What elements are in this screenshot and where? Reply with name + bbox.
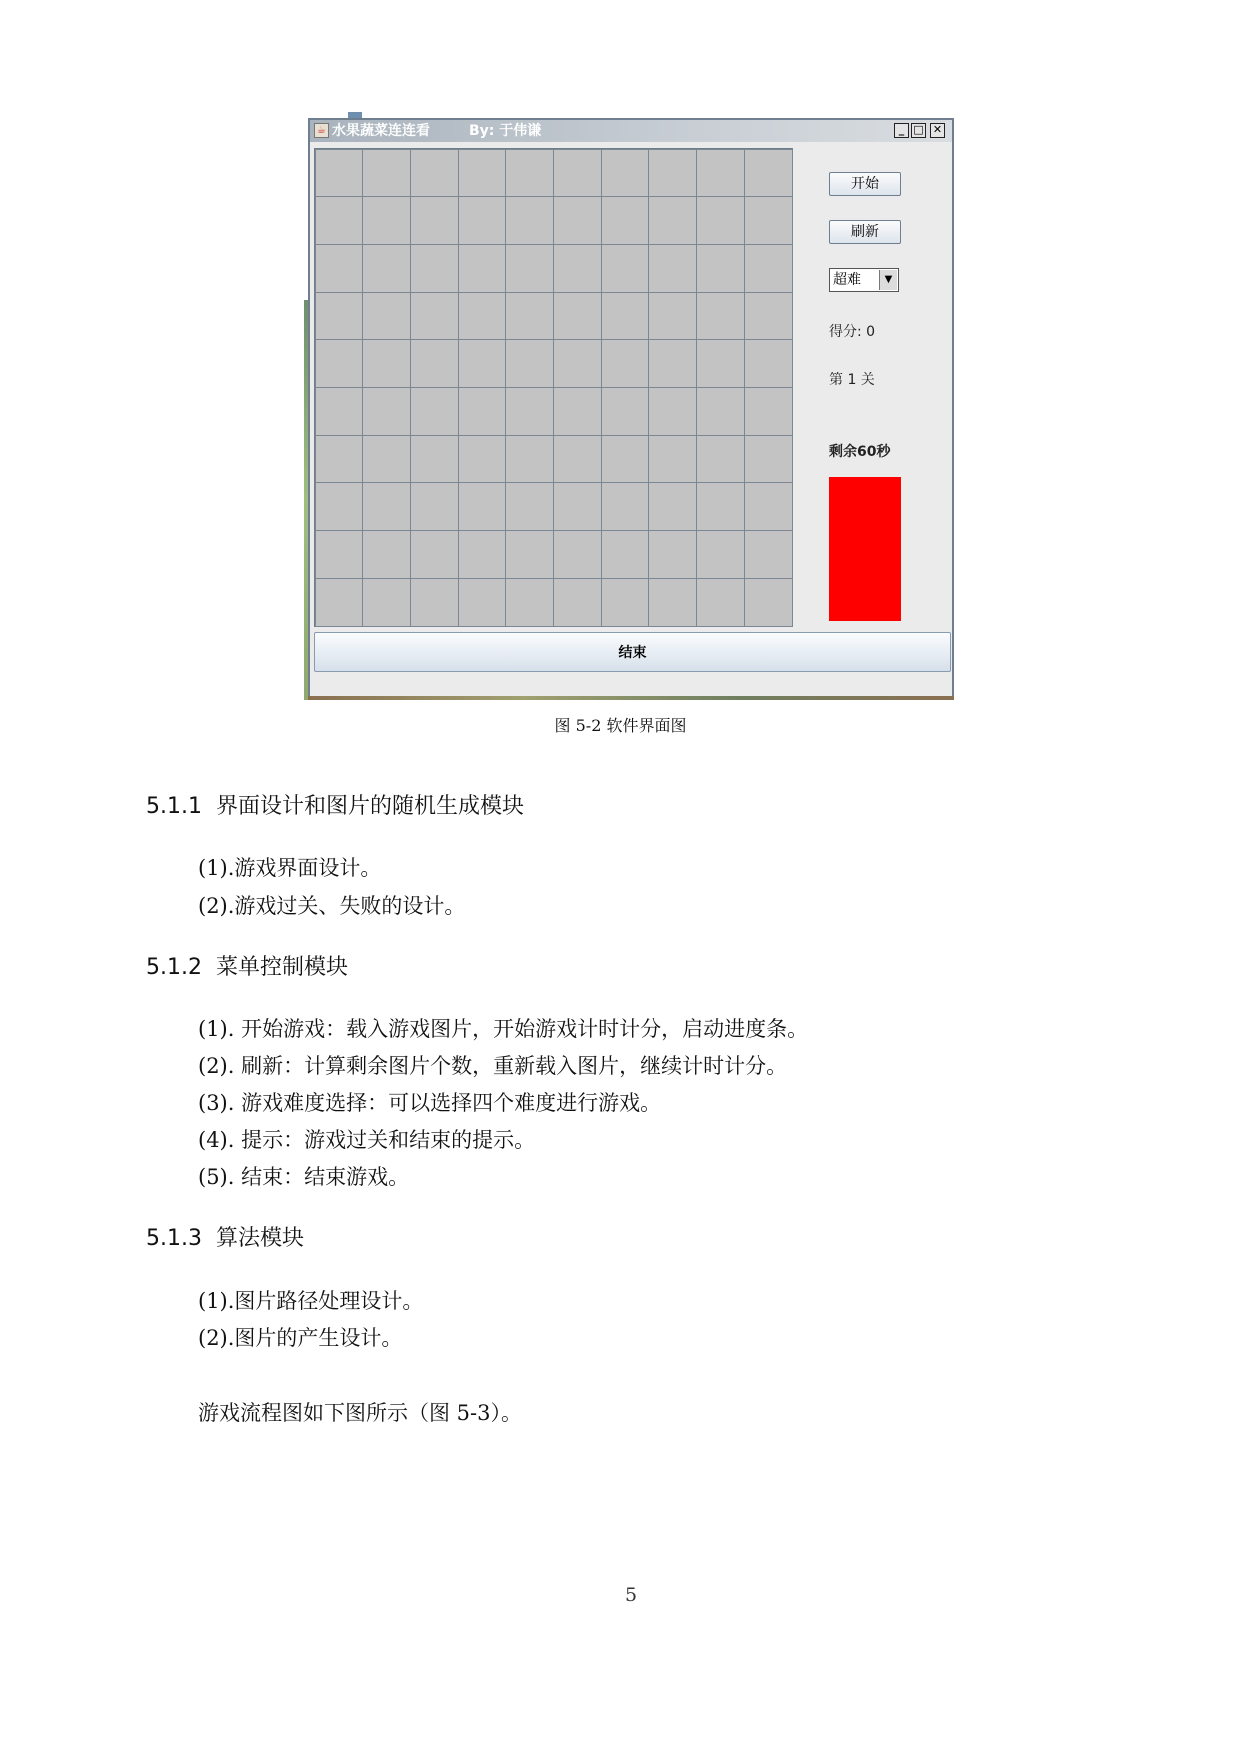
grid-tile[interactable]: [553, 482, 602, 531]
section-heading: 5.1.1 界面设计和图片的随机生成模块: [146, 794, 524, 819]
grid-tile[interactable]: [410, 578, 459, 627]
window-bottom-edge: [308, 696, 954, 700]
grid-tile[interactable]: [696, 530, 745, 579]
grid-tile[interactable]: [505, 196, 554, 245]
list-item: (5). 结束：结束游戏。: [198, 1165, 410, 1189]
grid-tile[interactable]: [315, 435, 364, 484]
grid-tile[interactable]: [601, 530, 650, 579]
grid-tile[interactable]: [362, 578, 411, 627]
grid-tile[interactable]: [696, 149, 745, 198]
grid-tile[interactable]: [648, 149, 697, 198]
list-item: (4). 提示：游戏过关和结束的提示。: [198, 1128, 536, 1152]
grid-tile[interactable]: [410, 435, 459, 484]
java-cup-icon: ☕: [314, 123, 329, 138]
grid-tile[interactable]: [458, 482, 507, 531]
grid-tile[interactable]: [696, 482, 745, 531]
grid-tile[interactable]: [696, 292, 745, 341]
grid-tile[interactable]: [648, 196, 697, 245]
grid-tile[interactable]: [696, 339, 745, 388]
difficulty-select[interactable]: [829, 268, 899, 292]
score-label: 得分: 0: [829, 324, 876, 340]
grid-tile[interactable]: [696, 244, 745, 293]
grid-tile[interactable]: [458, 196, 507, 245]
grid-tile[interactable]: [601, 387, 650, 436]
grid-tile[interactable]: [696, 196, 745, 245]
level-label: 第 1 关: [829, 372, 875, 388]
grid-tile[interactable]: [696, 387, 745, 436]
grid-tile[interactable]: [744, 292, 793, 341]
grid-tile[interactable]: [744, 339, 793, 388]
grid-tile[interactable]: [601, 292, 650, 341]
grid-tile[interactable]: [744, 196, 793, 245]
grid-tile[interactable]: [601, 149, 650, 198]
grid-tile[interactable]: [505, 530, 554, 579]
grid-tile[interactable]: [315, 292, 364, 341]
grid-tile[interactable]: [744, 435, 793, 484]
grid-tile[interactable]: [362, 149, 411, 198]
grid-tile[interactable]: [744, 530, 793, 579]
grid-tile[interactable]: [315, 339, 364, 388]
grid-tile[interactable]: [696, 578, 745, 627]
grid-tile[interactable]: [458, 244, 507, 293]
grid-tile[interactable]: [505, 387, 554, 436]
grid-tile[interactable]: [362, 292, 411, 341]
time-progress-bar: [829, 477, 901, 621]
start-button[interactable]: 开始: [829, 172, 901, 196]
grid-tile[interactable]: [696, 435, 745, 484]
grid-tile[interactable]: [648, 530, 697, 579]
tile-grid: [314, 148, 793, 627]
window-title: 水果蔬菜连连看 By: 于伟谦: [332, 123, 542, 139]
grid-tile[interactable]: [315, 482, 364, 531]
section-heading: 5.1.3 算法模块: [146, 1226, 304, 1251]
grid-tile[interactable]: [601, 578, 650, 627]
grid-tile[interactable]: [744, 387, 793, 436]
list-item: (1).游戏界面设计。: [198, 856, 382, 880]
grid-tile[interactable]: [362, 244, 411, 293]
grid-tile[interactable]: [744, 149, 793, 198]
grid-tile[interactable]: [362, 530, 411, 579]
grid-tile[interactable]: [315, 530, 364, 579]
grid-tile[interactable]: [458, 435, 507, 484]
grid-tile[interactable]: [648, 435, 697, 484]
grid-tile[interactable]: [553, 578, 602, 627]
difficulty-selected-value: 超难: [833, 272, 861, 288]
grid-tile[interactable]: [458, 387, 507, 436]
closing-paragraph: 游戏流程图如下图所示（图 5-3）。: [198, 1401, 522, 1425]
maximize-button[interactable]: □: [911, 123, 926, 138]
grid-tile[interactable]: [410, 530, 459, 579]
grid-tile[interactable]: [410, 244, 459, 293]
grid-tile[interactable]: [553, 196, 602, 245]
grid-tile[interactable]: [315, 244, 364, 293]
end-button[interactable]: 结束: [314, 632, 951, 672]
grid-tile[interactable]: [505, 244, 554, 293]
grid-tile[interactable]: [744, 244, 793, 293]
grid-tile[interactable]: [553, 292, 602, 341]
list-item: (2).图片的产生设计。: [198, 1326, 403, 1350]
grid-tile[interactable]: [458, 339, 507, 388]
figure-caption: 图 5-2 软件界面图: [554, 716, 687, 735]
list-item: (1).图片路径处理设计。: [198, 1289, 424, 1313]
section-heading: 5.1.2 菜单控制模块: [146, 955, 348, 980]
grid-tile[interactable]: [362, 339, 411, 388]
grid-tile[interactable]: [601, 244, 650, 293]
list-item: (2).游戏过关、失败的设计。: [198, 894, 466, 918]
grid-tile[interactable]: [648, 482, 697, 531]
refresh-button[interactable]: 刷新: [829, 220, 901, 244]
grid-tile[interactable]: [553, 149, 602, 198]
grid-tile[interactable]: [553, 530, 602, 579]
grid-tile[interactable]: [458, 530, 507, 579]
grid-tile[interactable]: [362, 196, 411, 245]
grid-tile[interactable]: [505, 149, 554, 198]
window-titlebar[interactable]: [310, 120, 952, 142]
grid-tile[interactable]: [744, 578, 793, 627]
time-remaining-label: 剩余60秒: [829, 444, 891, 460]
grid-tile[interactable]: [362, 435, 411, 484]
list-item: (3). 游戏难度选择：可以选择四个难度进行游戏。: [198, 1091, 662, 1115]
grid-tile[interactable]: [410, 149, 459, 198]
grid-tile[interactable]: [410, 292, 459, 341]
close-button[interactable]: ✕: [930, 123, 945, 138]
grid-tile[interactable]: [648, 292, 697, 341]
grid-tile[interactable]: [410, 387, 459, 436]
grid-tile[interactable]: [648, 339, 697, 388]
game-window: [308, 118, 954, 698]
grid-tile[interactable]: [362, 482, 411, 531]
grid-tile[interactable]: [505, 482, 554, 531]
list-item: (2). 刷新：计算剩余图片个数，重新载入图片，继续计时计分。: [198, 1054, 788, 1078]
grid-tile[interactable]: [505, 435, 554, 484]
grid-tile[interactable]: [315, 196, 364, 245]
grid-tile[interactable]: [410, 482, 459, 531]
grid-tile[interactable]: [458, 578, 507, 627]
grid-tile[interactable]: [553, 244, 602, 293]
grid-tile[interactable]: [601, 196, 650, 245]
grid-tile[interactable]: [458, 149, 507, 198]
grid-tile[interactable]: [601, 339, 650, 388]
grid-tile[interactable]: [410, 339, 459, 388]
list-item: (1). 开始游戏：载入游戏图片，开始游戏计时计分，启动进度条。: [198, 1017, 809, 1041]
grid-tile[interactable]: [315, 578, 364, 627]
grid-tile[interactable]: [601, 435, 650, 484]
chevron-down-icon[interactable]: ▼: [879, 270, 897, 290]
grid-tile[interactable]: [648, 578, 697, 627]
grid-tile[interactable]: [601, 482, 650, 531]
grid-tile[interactable]: [410, 196, 459, 245]
grid-tile[interactable]: [505, 292, 554, 341]
grid-tile[interactable]: [315, 387, 364, 436]
grid-tile[interactable]: [315, 149, 364, 198]
grid-tile[interactable]: [553, 387, 602, 436]
grid-tile[interactable]: [505, 339, 554, 388]
minimize-button[interactable]: _: [894, 123, 909, 138]
grid-tile[interactable]: [648, 387, 697, 436]
grid-tile[interactable]: [744, 482, 793, 531]
page-number: 5: [624, 1584, 638, 1606]
grid-tile[interactable]: [458, 292, 507, 341]
grid-tile[interactable]: [648, 244, 697, 293]
grid-tile[interactable]: [553, 435, 602, 484]
grid-tile[interactable]: [553, 339, 602, 388]
grid-tile[interactable]: [505, 578, 554, 627]
grid-tile[interactable]: [362, 387, 411, 436]
time-progress-fill: [829, 477, 901, 621]
